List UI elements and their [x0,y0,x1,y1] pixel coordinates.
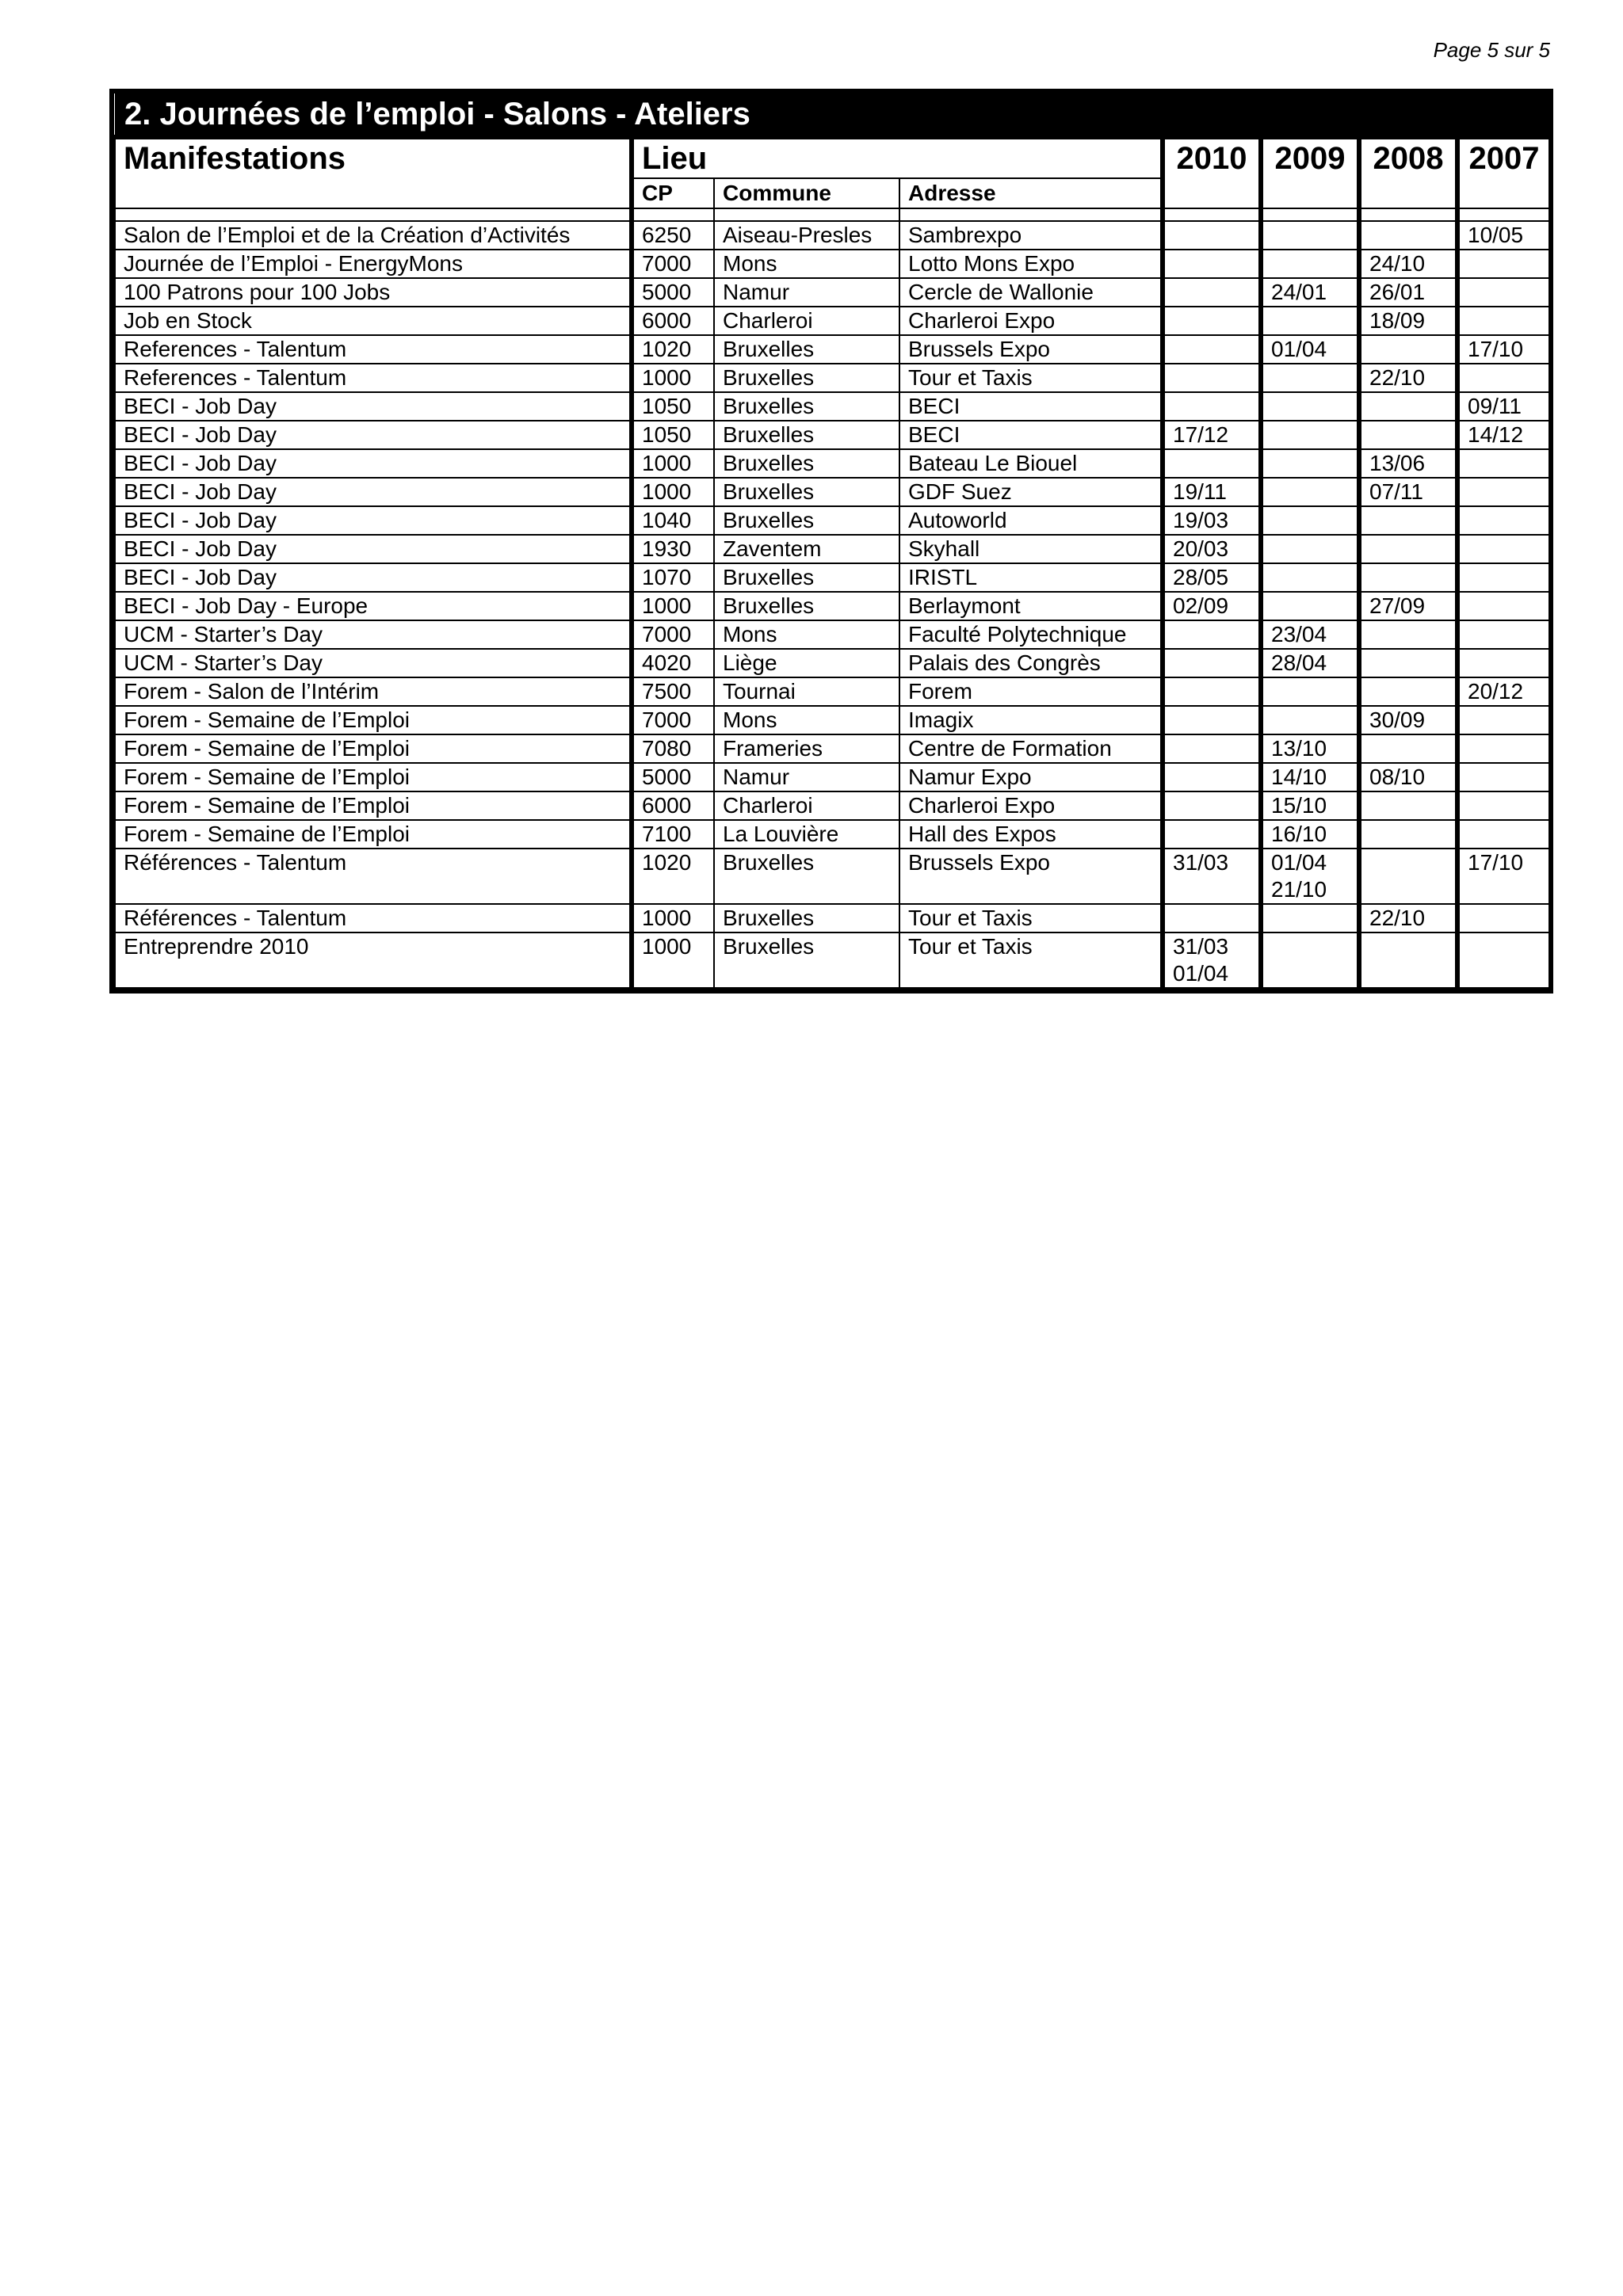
cell-manifestation: Références - Talentum [115,849,632,904]
table-row [115,849,1549,904]
cell-commune: Liège [714,649,899,677]
cell-2009 [1261,706,1359,734]
cell-cp: 7100 [632,820,714,849]
cell-adresse: Cercle de Wallonie [899,278,1163,307]
cell-cp: 5000 [632,763,714,791]
cell-adresse: Faculté Polytechnique [899,620,1163,649]
cell-2008 [1359,421,1457,449]
cell-manifestation: BECI - Job Day [115,478,632,506]
cell-commune: Charleroi [714,307,899,335]
header-year-2009: 2009 [1261,137,1359,208]
table-row [115,250,1549,278]
cell-2010: 19/11 [1163,478,1261,506]
cell-adresse: IRISTL [899,563,1163,592]
cell-cp: 1930 [632,535,714,563]
cell-adresse: Charleroi Expo [899,791,1163,820]
cell-manifestation: References - Talentum [115,335,632,364]
cell-2010 [1163,221,1261,250]
cell-2010 [1163,763,1261,791]
cell-2007 [1457,904,1549,933]
cell-manifestation: BECI - Job Day [115,449,632,478]
cell-2008 [1359,649,1457,677]
cell-commune: Mons [714,620,899,649]
table-row [115,649,1549,677]
cell-2009 [1261,221,1359,250]
cell-commune: Zaventem [714,535,899,563]
cell-cp: 7080 [632,734,714,763]
cell-2007: 17/10 [1457,849,1549,904]
cell-2007 [1457,563,1549,592]
cell-2008 [1359,677,1457,706]
cell-commune: Mons [714,706,899,734]
cell-adresse: Palais des Congrès [899,649,1163,677]
cell-adresse: Forem [899,677,1163,706]
cell-2008: 18/09 [1359,307,1457,335]
cell-2010 [1163,649,1261,677]
table-row [115,221,1549,250]
cell-commune: Tournai [714,677,899,706]
cell-2008 [1359,933,1457,988]
cell-2007 [1457,791,1549,820]
cell-2010: 02/09 [1163,592,1261,620]
cell-adresse: Berlaymont [899,592,1163,620]
cell-commune: Bruxelles [714,849,899,904]
cell-2007 [1457,364,1549,392]
cell-commune: Namur [714,763,899,791]
cell-2008 [1359,734,1457,763]
cell-adresse: Tour et Taxis [899,904,1163,933]
cell-manifestation: Job en Stock [115,307,632,335]
cell-2009 [1261,421,1359,449]
cell-commune: Frameries [714,734,899,763]
cell-manifestation: BECI - Job Day - Europe [115,592,632,620]
cell-2008 [1359,849,1457,904]
cell-2007: 10/05 [1457,221,1549,250]
table-row [115,307,1549,335]
header-adresse: Adresse [899,178,1163,208]
cell-2009 [1261,478,1359,506]
cell-commune: Charleroi [714,791,899,820]
cell-2008 [1359,506,1457,535]
cell-2010 [1163,335,1261,364]
cell-2008 [1359,563,1457,592]
cell-adresse: Tour et Taxis [899,364,1163,392]
cell-2009 [1261,364,1359,392]
cell-cp: 1000 [632,904,714,933]
cell-2009 [1261,592,1359,620]
cell-2010 [1163,904,1261,933]
cell-2007 [1457,278,1549,307]
cell-2009: 01/04 [1261,335,1359,364]
cell-2007 [1457,506,1549,535]
table-row [115,706,1549,734]
cell-2010 [1163,706,1261,734]
cell-2009 [1261,392,1359,421]
cell-manifestation: Salon de l’Emploi et de la Création d’Activités [115,221,632,250]
cell-2010: 17/12 [1163,421,1261,449]
cell-commune: Bruxelles [714,335,899,364]
cell-2007: 14/12 [1457,421,1549,449]
header-year-2010: 2010 [1163,137,1261,208]
table-row [115,677,1549,706]
cell-commune: Bruxelles [714,392,899,421]
cell-commune: Bruxelles [714,933,899,988]
cell-commune: Bruxelles [714,904,899,933]
cell-2010: 19/03 [1163,506,1261,535]
cell-2009 [1261,307,1359,335]
cell-cp: 1040 [632,506,714,535]
cell-adresse: Centre de Formation [899,734,1163,763]
cell-2010: 20/03 [1163,535,1261,563]
table-row [115,278,1549,307]
page-number: Page 5 sur 5 [1433,38,1550,62]
cell-manifestation: Entreprendre 2010 [115,933,632,988]
cell-cp: 1050 [632,421,714,449]
cell-2007 [1457,933,1549,988]
cell-cp: 1020 [632,335,714,364]
cell-2008: 08/10 [1359,763,1457,791]
cell-cp: 1000 [632,449,714,478]
cell-adresse: Brussels Expo [899,335,1163,364]
cell-2007 [1457,307,1549,335]
cell-cp: 1070 [632,563,714,592]
cell-2010 [1163,677,1261,706]
table-row [115,421,1549,449]
cell-2008: 07/11 [1359,478,1457,506]
cell-cp: 7000 [632,250,714,278]
cell-manifestation: Forem - Salon de l’Intérim [115,677,632,706]
cell-cp: 1000 [632,478,714,506]
cell-manifestation: BECI - Job Day [115,535,632,563]
cell-2010: 28/05 [1163,563,1261,592]
cell-cp: 1050 [632,392,714,421]
cell-adresse: Charleroi Expo [899,307,1163,335]
cell-adresse: Brussels Expo [899,849,1163,904]
cell-manifestation: UCM - Starter’s Day [115,649,632,677]
cell-2010 [1163,307,1261,335]
cell-2009 [1261,535,1359,563]
cell-2010: 31/03 01/04 [1163,933,1261,988]
cell-commune: Bruxelles [714,592,899,620]
cell-adresse: BECI [899,421,1163,449]
cell-cp: 4020 [632,649,714,677]
table-row [115,506,1549,535]
cell-manifestation: BECI - Job Day [115,392,632,421]
cell-cp: 1000 [632,933,714,988]
cell-manifestation: Forem - Semaine de l’Emploi [115,734,632,763]
cell-2010 [1163,734,1261,763]
cell-cp: 5000 [632,278,714,307]
cell-cp: 1020 [632,849,714,904]
table-row [115,763,1549,791]
cell-2009: 14/10 [1261,763,1359,791]
cell-commune: La Louvière [714,820,899,849]
cell-manifestation: Journée de l’Emploi - EnergyMons [115,250,632,278]
cell-cp: 1000 [632,364,714,392]
cell-2009: 28/04 [1261,649,1359,677]
table-row [115,364,1549,392]
events-table-body [115,221,1549,988]
table-row [115,791,1549,820]
cell-commune: Bruxelles [714,421,899,449]
cell-2009: 23/04 [1261,620,1359,649]
cell-manifestation: 100 Patrons pour 100 Jobs [115,278,632,307]
cell-2009 [1261,677,1359,706]
cell-2009: 01/04 21/10 [1261,849,1359,904]
cell-2010 [1163,620,1261,649]
cell-adresse: Autoworld [899,506,1163,535]
cell-2008 [1359,535,1457,563]
cell-2008 [1359,820,1457,849]
cell-commune: Bruxelles [714,449,899,478]
cell-2007 [1457,449,1549,478]
cell-commune: Bruxelles [714,506,899,535]
cell-2010 [1163,364,1261,392]
header-manifestations: Manifestations [115,137,632,208]
cell-2008: 22/10 [1359,904,1457,933]
cell-commune: Bruxelles [714,478,899,506]
cell-2009: 13/10 [1261,734,1359,763]
cell-cp: 6000 [632,307,714,335]
cell-adresse: Lotto Mons Expo [899,250,1163,278]
cell-adresse: GDF Suez [899,478,1163,506]
cell-2008: 24/10 [1359,250,1457,278]
section-title: 2. Journées de l’emploi - Salons - Ateliers [115,93,1549,137]
table-row [115,478,1549,506]
cell-manifestation: Forem - Semaine de l’Emploi [115,791,632,820]
cell-manifestation: Forem - Semaine de l’Emploi [115,763,632,791]
table-row [115,449,1549,478]
table-row [115,904,1549,933]
cell-adresse: Sambrexpo [899,221,1163,250]
cell-2008 [1359,791,1457,820]
cell-adresse: BECI [899,392,1163,421]
cell-adresse: Tour et Taxis [899,933,1163,988]
cell-2008: 30/09 [1359,706,1457,734]
cell-2008 [1359,221,1457,250]
cell-adresse: Hall des Expos [899,820,1163,849]
cell-2009: 16/10 [1261,820,1359,849]
table-row [115,392,1549,421]
header-year-2008: 2008 [1359,137,1457,208]
cell-manifestation: Forem - Semaine de l’Emploi [115,706,632,734]
cell-2007 [1457,734,1549,763]
cell-cp: 7000 [632,620,714,649]
cell-2010: 31/03 [1163,849,1261,904]
cell-2009: 24/01 [1261,278,1359,307]
cell-commune: Bruxelles [714,563,899,592]
header-commune: Commune [714,178,899,208]
cell-manifestation: BECI - Job Day [115,506,632,535]
cell-2007 [1457,592,1549,620]
table-row [115,335,1549,364]
cell-commune: Namur [714,278,899,307]
cell-2009: 15/10 [1261,791,1359,820]
cell-2008: 22/10 [1359,364,1457,392]
table-row [115,620,1549,649]
cell-2007 [1457,535,1549,563]
cell-manifestation: Références - Talentum [115,904,632,933]
header-gap-row [115,208,1549,221]
events-table [114,93,1550,989]
cell-cp: 7000 [632,706,714,734]
cell-2009 [1261,933,1359,988]
cell-2010 [1163,392,1261,421]
cell-2007 [1457,620,1549,649]
cell-2010 [1163,278,1261,307]
cell-2007 [1457,478,1549,506]
cell-2010 [1163,791,1261,820]
cell-2008: 13/06 [1359,449,1457,478]
cell-2007: 17/10 [1457,335,1549,364]
cell-manifestation: Forem - Semaine de l’Emploi [115,820,632,849]
cell-cp: 7500 [632,677,714,706]
cell-manifestation: BECI - Job Day [115,563,632,592]
cell-2007 [1457,820,1549,849]
cell-manifestation: BECI - Job Day [115,421,632,449]
cell-manifestation: UCM - Starter’s Day [115,620,632,649]
cell-2007 [1457,706,1549,734]
cell-commune: Bruxelles [714,364,899,392]
cell-2010 [1163,250,1261,278]
cell-2010 [1163,820,1261,849]
cell-2007: 20/12 [1457,677,1549,706]
table-row [115,563,1549,592]
cell-cp: 1000 [632,592,714,620]
cell-2008 [1359,392,1457,421]
table-row [115,820,1549,849]
cell-2009 [1261,449,1359,478]
table-row [115,535,1549,563]
cell-2009 [1261,506,1359,535]
cell-2008: 27/09 [1359,592,1457,620]
cell-2008 [1359,335,1457,364]
cell-commune: Aiseau-Presles [714,221,899,250]
cell-adresse: Skyhall [899,535,1163,563]
cell-manifestation: References - Talentum [115,364,632,392]
cell-adresse: Imagix [899,706,1163,734]
cell-2007: 09/11 [1457,392,1549,421]
cell-2009 [1261,904,1359,933]
cell-commune: Mons [714,250,899,278]
cell-2008: 26/01 [1359,278,1457,307]
cell-2007 [1457,250,1549,278]
header-lieu: Lieu [632,137,1163,178]
cell-adresse: Namur Expo [899,763,1163,791]
cell-2009 [1261,563,1359,592]
table-row [115,592,1549,620]
events-table-container [109,89,1553,994]
table-row [115,734,1549,763]
header-cp: CP [632,178,714,208]
cell-2009 [1261,250,1359,278]
cell-2007 [1457,763,1549,791]
cell-cp: 6000 [632,791,714,820]
cell-2007 [1457,649,1549,677]
cell-2008 [1359,620,1457,649]
cell-cp: 6250 [632,221,714,250]
cell-2010 [1163,449,1261,478]
table-row [115,933,1549,988]
header-year-2007: 2007 [1457,137,1549,208]
cell-adresse: Bateau Le Biouel [899,449,1163,478]
